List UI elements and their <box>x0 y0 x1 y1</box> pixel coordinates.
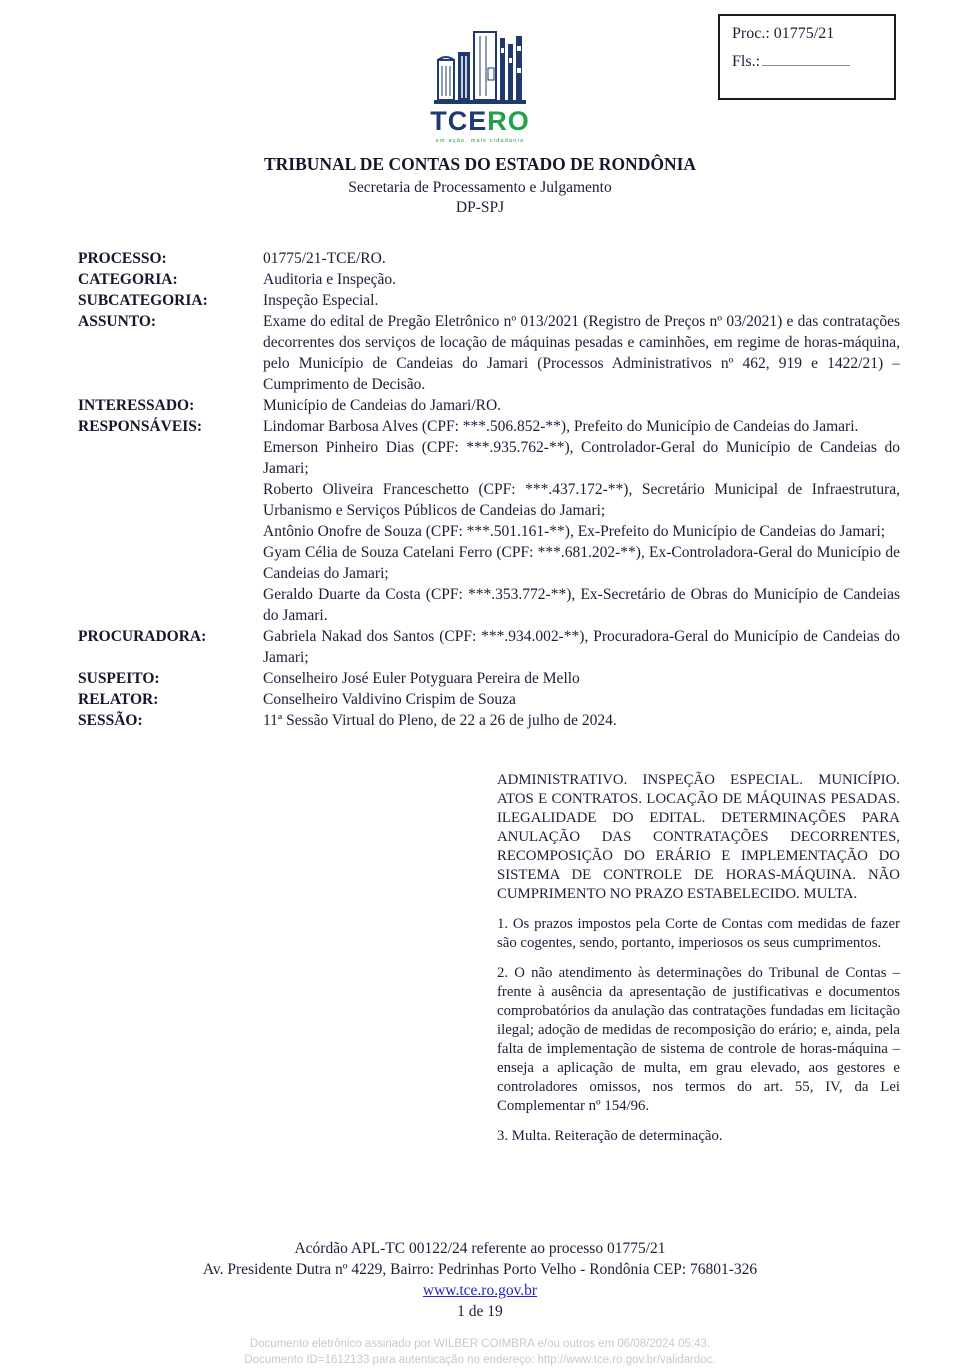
field-label: CATEGORIA: <box>78 270 178 288</box>
field-label: ASSUNTO: <box>78 312 157 330</box>
process-stamp-box <box>718 14 896 100</box>
logo-ro: RO <box>487 106 530 136</box>
process-fields <box>78 248 900 731</box>
fls-line <box>732 53 882 71</box>
field-row-categoria <box>78 269 900 290</box>
org-department: DP-SPJ <box>455 199 505 217</box>
field-paragraph: Município de Candeias do Jamari/RO. <box>263 396 502 414</box>
field-paragraph: Gabriela Nakad dos Santos (CPF: ***.934.002-**), Procuradora-Geral do Município de Candeias do Jamari; <box>263 627 900 666</box>
responsavel-paragraph: Roberto Oliveira Franceschetto (CPF: ***.437.172-**), Secretário Municipal de Infraestrutura, Urbanismo e Serviços Públicos de Candeias do Jamari; <box>263 480 900 519</box>
field-value <box>263 416 900 626</box>
field-label: SESSÃO: <box>78 711 143 729</box>
field-row-suspeito <box>78 668 900 689</box>
responsavel-paragraph: Gyam Célia de Souza Catelani Ferro (CPF: ***.681.202-**), Ex-Controladora-Geral do Município de Candeias do Jamari; <box>263 543 900 582</box>
ementa-summary: ADMINISTRATIVO. INSPEÇÃO ESPECIAL. MUNICÍPIO. ATOS E CONTRATOS. LOCAÇÃO DE MÁQUINAS PESADAS. ILEGALIDADE DO EDITAL. DETERMINAÇÕES PARA ANULAÇÃO DAS CONTRATAÇÕES DECORRENTES, RECOMPOSIÇÃO DO ERÁRIO E IMPLEMENTAÇÃO DO SISTEMA DE CONTROLE DE HORAS-MÁQUINA. NÃO CUMPRIMENTO NO PRAZO ESTABELECIDO. MULTA. <box>497 771 900 902</box>
field-label: SUSPEITO: <box>78 669 160 687</box>
field-paragraph: Exame do edital de Pregão Eletrônico nº 013/2021 (Registro de Preços nº 03/2021) e das contratações decorrentes dos serviços de locação de máquinas pesadas e caminhões, em regime de horas-máquina, pelo Município de Candeias do Jamari (Processos Administrativos nº 462, 919 e 1422/21) – Cumprimento de Decisão. <box>263 312 900 393</box>
field-value <box>263 395 900 416</box>
field-paragraph: 11ª Sessão Virtual do Pleno, de 22 a 26 de julho de 2024. <box>263 711 617 729</box>
field-value <box>263 710 900 731</box>
address-line: Av. Presidente Dutra nº 4229, Bairro: Pedrinhas Porto Velho - Rondônia CEP: 76801-326 <box>202 1261 758 1278</box>
website-link[interactable]: www.tce.ro.gov.br <box>422 1282 538 1299</box>
field-row-assunto <box>78 311 900 395</box>
fls-blank-underline <box>762 53 850 66</box>
field-value <box>263 311 900 395</box>
field-label: RESPONSÁVEIS: <box>78 417 203 435</box>
page-number: 1 de 19 <box>457 1303 503 1320</box>
fls-label: Fls.: <box>732 53 761 70</box>
logo-tce: TCE <box>430 106 488 136</box>
signature-strip <box>0 1336 960 1368</box>
field-value <box>263 290 900 311</box>
signature-line-1: Documento eletrônico assinado por WILBER COIMBRA e/ou outros em 06/08/2024 05:43. <box>249 1338 711 1350</box>
field-value <box>263 626 900 668</box>
field-label: RELATOR: <box>78 690 159 708</box>
field-paragraph: Conselheiro Valdivino Crispim de Souza <box>263 690 516 708</box>
field-value <box>263 269 900 290</box>
responsavel-paragraph: Antônio Onofre de Souza (CPF: ***.501.161-**), Ex-Prefeito do Município de Candeias do Jamari; <box>263 522 886 540</box>
org-title: TRIBUNAL DE CONTAS DO ESTADO DE RONDÔNIA <box>263 154 697 174</box>
field-row-responsaveis <box>78 416 900 626</box>
field-paragraph: Auditoria e Inspeção. <box>263 270 396 288</box>
website-line <box>0 1280 960 1301</box>
org-subtitle: Secretaria de Processamento e Julgamento <box>348 178 612 196</box>
field-row-subcategoria <box>78 290 900 311</box>
org-header <box>0 154 960 218</box>
buildings-icon <box>430 28 530 106</box>
field-label: SUBCATEGORIA: <box>78 291 208 309</box>
responsavel-paragraph: Emerson Pinheiro Dias (CPF: ***.935.762-**), Controlador-Geral do Município de Candeias do Jamari; <box>263 438 900 477</box>
ementa-item-2: 2. O não atendimento às determinações do Tribunal de Contas – frente à ausência da apresentação de justificativas e documentos comprobatórios da anulação das contratações fundadas em licitação ilegal; adoção de medidas de recomposição do erário; e, ainda, pela falta de implementação de sistema de controle de horas-máquina – enseja a aplicação de multa, em grau elevado, aos gestores e controladores omissos, nos termos do art. 55, IV, da Lei Complementar nº 154/96. <box>497 964 900 1114</box>
ementa-block <box>497 771 900 1146</box>
logo-tagline: em ação, mais cidadania <box>435 138 525 144</box>
responsavel-paragraph: Lindomar Barbosa Alves (CPF: ***.506.852-**), Prefeito do Município de Candeias do Jamari. <box>263 417 859 435</box>
field-label: PROCESSO: <box>78 249 167 267</box>
field-label: PROCURADORA: <box>78 627 207 645</box>
field-row-interessado <box>78 395 900 416</box>
field-value <box>263 689 900 710</box>
field-paragraph: 01775/21-TCE/RO. <box>263 249 386 267</box>
field-row-procuradora <box>78 626 900 668</box>
page-footer <box>0 1238 960 1322</box>
logo-wordmark <box>430 108 530 135</box>
process-number: Proc.: 01775/21 <box>732 25 835 42</box>
ementa-item-3: 3. Multa. Reiteração de determinação. <box>497 1127 723 1144</box>
signature-line-2: Documento ID=1612133 para autenticação no endereço: http://www.tce.ro.gov.br/validardoc. <box>244 1354 716 1366</box>
field-paragraph: Inspeção Especial. <box>263 291 379 309</box>
acordao-reference: Acórdão APL-TC 00122/24 referente ao processo 01775/21 <box>294 1240 666 1257</box>
ementa-item-1: 1. Os prazos impostos pela Corte de Contas com medidas de fazer são cogentes, sendo, portanto, imperiosos os seus cumprimentos. <box>497 915 900 951</box>
field-label: INTERESSADO: <box>78 396 195 414</box>
field-row-relator <box>78 689 900 710</box>
field-row-processo <box>78 248 900 269</box>
field-value <box>263 668 900 689</box>
field-paragraph: Conselheiro José Euler Potyguara Pereira de Mello <box>263 669 580 687</box>
field-row-sessao <box>78 710 900 731</box>
responsavel-paragraph: Geraldo Duarte da Costa (CPF: ***.353.772-**), Ex-Secretário de Obras do Município de Candeias do Jamari. <box>263 585 900 624</box>
field-value <box>263 248 900 269</box>
